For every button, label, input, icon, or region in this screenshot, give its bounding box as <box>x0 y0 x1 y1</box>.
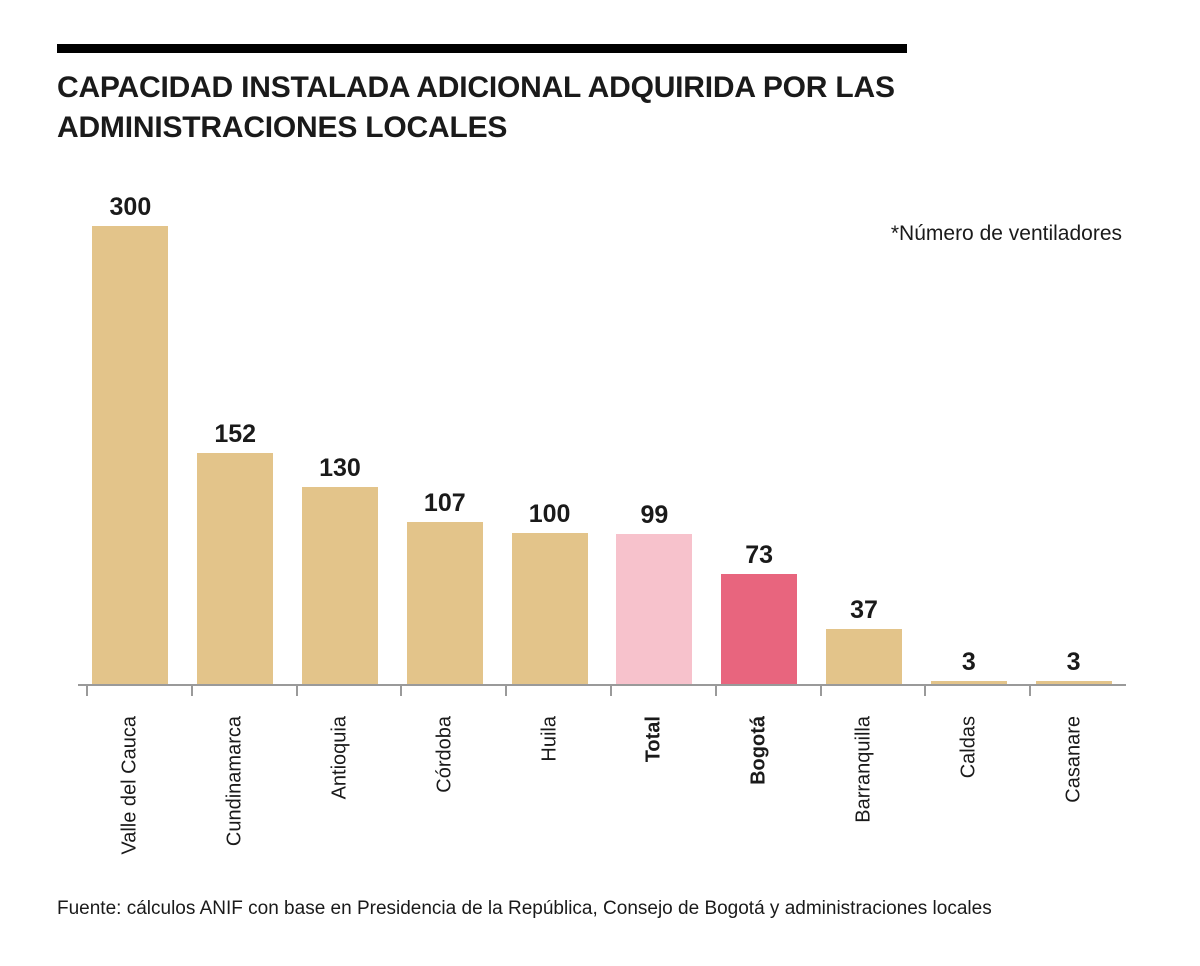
bar-column <box>78 180 183 686</box>
axis-tick <box>1029 686 1031 696</box>
axis-tick <box>400 686 402 696</box>
axis-label-slot <box>78 712 183 892</box>
bar <box>826 629 902 686</box>
bar-value-label: 107 <box>423 488 466 517</box>
axis-label: Total <box>642 716 665 763</box>
axis-label-slot <box>288 712 393 892</box>
axis-tick <box>296 686 298 696</box>
axis-tick <box>86 686 88 696</box>
axis-label: Bogotá <box>747 716 770 785</box>
bar-value-label: 73 <box>745 541 774 570</box>
bar-series <box>78 180 1126 686</box>
axis-label: Huila <box>538 716 561 762</box>
axis-label: Córdoba <box>433 716 456 793</box>
axis-label: Casanare <box>1062 716 1085 803</box>
bar-value-label: 100 <box>528 499 571 528</box>
bar <box>197 453 273 686</box>
axis-label: Antioquia <box>328 716 351 800</box>
axis-label-slot <box>392 712 497 892</box>
bar-column <box>392 180 497 686</box>
bar-value-label: 130 <box>319 453 361 482</box>
page-title: CAPACIDAD INSTALADA ADICIONAL ADQUIRIDA POR LAS ADMINISTRACIONES LOCALES <box>57 71 895 144</box>
axis-tick <box>924 686 926 696</box>
source-note: Fuente: cálculos ANIF con base en Presidencia de la República, Consejo de Bogotá y administraciones locales <box>57 898 992 919</box>
axis-label: Barranquilla <box>852 716 875 823</box>
axis-label-slot <box>497 712 602 892</box>
bar <box>407 522 483 686</box>
chart-plot-area <box>78 180 1126 710</box>
bar-value-label: 99 <box>640 501 669 530</box>
bar-column <box>916 180 1021 686</box>
bar-column <box>602 180 707 686</box>
bar <box>616 534 692 686</box>
title-rule <box>57 44 907 53</box>
axis-tick <box>820 686 822 696</box>
bar <box>92 226 168 686</box>
bar-column <box>497 180 602 686</box>
bar <box>512 533 588 686</box>
axis-tick <box>715 686 717 696</box>
bar-value-label: 152 <box>214 419 257 448</box>
axis-label-slot <box>916 712 1021 892</box>
axis-label-slot <box>812 712 917 892</box>
chart-footnote: *Número de ventiladores <box>890 222 1122 245</box>
bar <box>302 487 378 686</box>
bar-value-label: 300 <box>109 193 152 221</box>
bar-column <box>707 180 812 686</box>
x-axis-labels <box>78 712 1126 892</box>
bar-column <box>1021 180 1126 686</box>
axis-label: Valle del Cauca <box>118 716 141 855</box>
bar-value-label: 37 <box>850 596 878 625</box>
axis-label-slot <box>1021 712 1126 892</box>
axis-label-slot <box>602 712 707 892</box>
axis-tick <box>505 686 507 696</box>
bar-column <box>812 180 917 686</box>
axis-label-slot <box>707 712 812 892</box>
axis-tick <box>610 686 612 696</box>
bar-value-label: 3 <box>1066 648 1081 676</box>
x-axis-ticks <box>78 686 1126 696</box>
axis-label: Caldas <box>957 716 980 779</box>
axis-tick <box>191 686 193 696</box>
bar-column <box>183 180 288 686</box>
axis-label-slot <box>183 712 288 892</box>
bar <box>721 574 797 686</box>
bar-column <box>288 180 393 686</box>
bar-value-label: 3 <box>961 648 976 676</box>
axis-label: Cundinamarca <box>223 716 246 847</box>
